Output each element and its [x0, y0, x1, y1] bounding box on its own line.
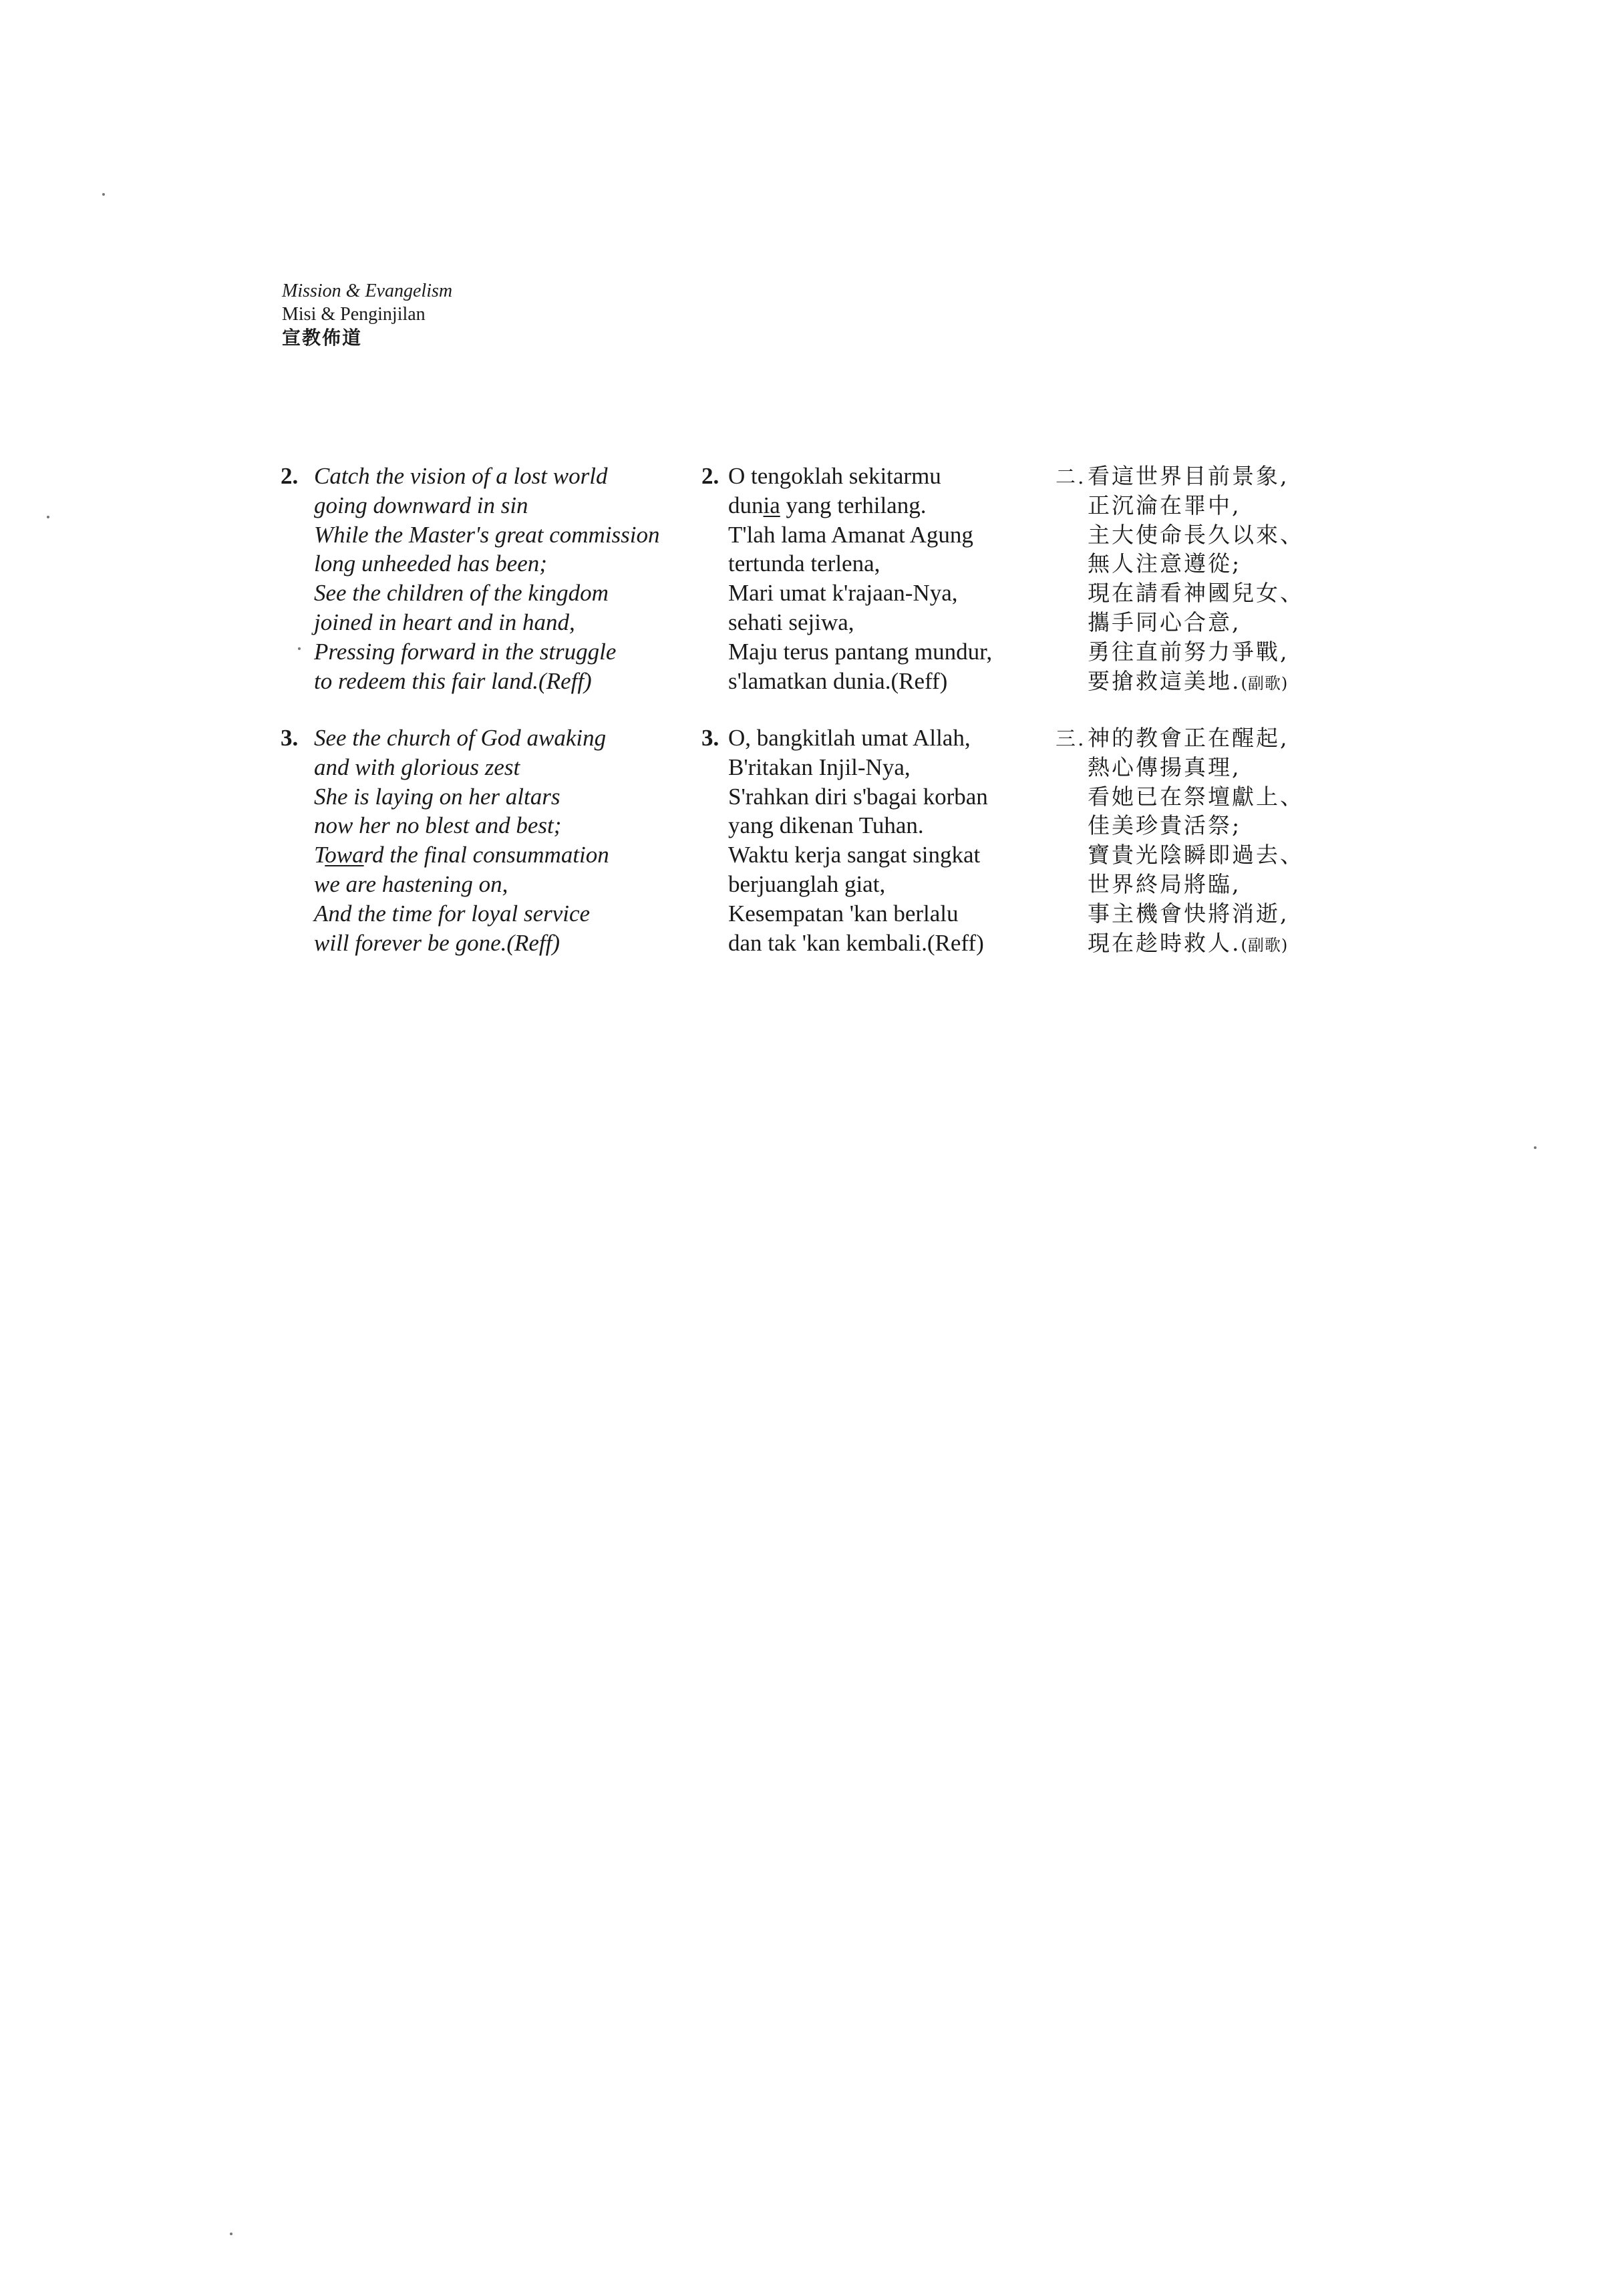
verse-line: Kesempatan 'kan berlalu [728, 900, 959, 927]
refrain-marker: (副歌) [1241, 673, 1289, 693]
scan-speck [1534, 1146, 1537, 1149]
verse-line: we are hastening on, [314, 870, 508, 897]
scan-speck [230, 2233, 232, 2235]
verse-line-last [1088, 929, 1304, 958]
verse-number: 二. [1056, 466, 1086, 489]
scan-speck [298, 647, 301, 650]
verse-line: And the time for loyal service [314, 900, 591, 927]
verse-line: 現在請看神國兒女、 [1088, 580, 1304, 607]
verse-line: sehati sejiwa, [728, 609, 854, 635]
verse-line: s'lamatkan dunia.(Reff) [728, 667, 948, 694]
verse-number: 2. [701, 463, 719, 489]
verse-line: tertunda terlena, [728, 550, 880, 577]
verse-line: 勇往直前努力爭戰, [1088, 638, 1289, 665]
underlined-syllable: ia [763, 492, 780, 518]
verse-line: She is laying on her altars [314, 783, 560, 810]
verse-line: Maju terus pantang mundur, [728, 638, 993, 665]
verse-line-last [1088, 667, 1304, 696]
verse-line-text: 要搶救這美地. [1088, 667, 1241, 694]
scan-speck [47, 516, 49, 518]
verse-line: berjuanglah giat, [728, 870, 886, 897]
verse-number: 三. [1056, 727, 1086, 751]
underlined-syllable: owa [325, 842, 364, 868]
verse-line: 看她已在祭壇獻上、 [1088, 783, 1304, 810]
verse-line: T'lah lama Amanat Agung [728, 521, 973, 548]
verse-line: See the children of the kingdom [314, 580, 609, 607]
verse-line: See the church of God awaking [314, 725, 607, 751]
verse-line: 寶貴光陰瞬即過去、 [1088, 842, 1304, 868]
category-english: Mission & Evangelism [282, 281, 453, 301]
refrain-marker: (副歌) [1241, 935, 1289, 955]
verse-line: 攜手同心合意, [1088, 609, 1241, 635]
verse-line: 看這世界目前景象, [1088, 463, 1289, 489]
verse-line: S'rahkan diri s'bagai korban [728, 783, 988, 810]
verse-line: long unheeded has been; [314, 550, 547, 577]
verse-line: 事主機會快將消逝, [1088, 900, 1289, 927]
verse-line: 無人注意遵從; [1088, 550, 1242, 577]
verse-line: 神的教會正在醒起, [1088, 725, 1289, 751]
verse-line: 主大使命長久以來、 [1088, 521, 1304, 548]
verse-line: now her no blest and best; [314, 812, 562, 839]
verse-line: 佳美珍貴活祭; [1088, 812, 1242, 839]
category-chinese: 宣教佈道 [282, 327, 363, 349]
section-header [282, 279, 452, 349]
verse-line: Toward the final consummation [314, 842, 609, 868]
verse-line-text: 現在趁時救人. [1088, 929, 1241, 956]
verse-line: Pressing forward in the struggle [314, 638, 617, 665]
verse-number: 3. [701, 725, 719, 751]
verse-line: dunia yang terhilang. [728, 492, 927, 518]
verse-line: Waktu kerja sangat singkat [728, 842, 981, 868]
verse-line: dan tak 'kan kembali.(Reff) [728, 929, 984, 956]
verse-line: O, bangkitlah umat Allah, [728, 725, 971, 751]
verse-line: and with glorious zest [314, 754, 520, 780]
verse-line: 正沉淪在罪中, [1088, 492, 1241, 518]
verse-line: yang dikenan Tuhan. [728, 812, 924, 839]
verse-line: Mari umat k'rajaan-Nya, [728, 580, 958, 607]
verse-line: to redeem this fair land.(Reff) [314, 667, 592, 694]
verse-line: joined in heart and in hand, [314, 609, 575, 635]
verse-line: Catch the vision of a lost world [314, 463, 608, 489]
verse-line: O tengoklah sekitarmu [728, 463, 941, 489]
verse-line: going downward in sin [314, 492, 528, 518]
verse-line: B'ritakan Injil-Nya, [728, 754, 911, 780]
verse-line: 熱心傳揚真理, [1088, 754, 1241, 780]
verse-line: 世界終局將臨, [1088, 870, 1241, 897]
verse-number: 3. [281, 725, 299, 751]
category-indonesian: Misi & Penginjilan [282, 304, 426, 325]
scan-speck [102, 193, 105, 196]
verse-line: While the Master's great commission [314, 521, 660, 548]
verse-line: will forever be gone.(Reff) [314, 929, 560, 956]
verse-number: 2. [281, 463, 299, 489]
